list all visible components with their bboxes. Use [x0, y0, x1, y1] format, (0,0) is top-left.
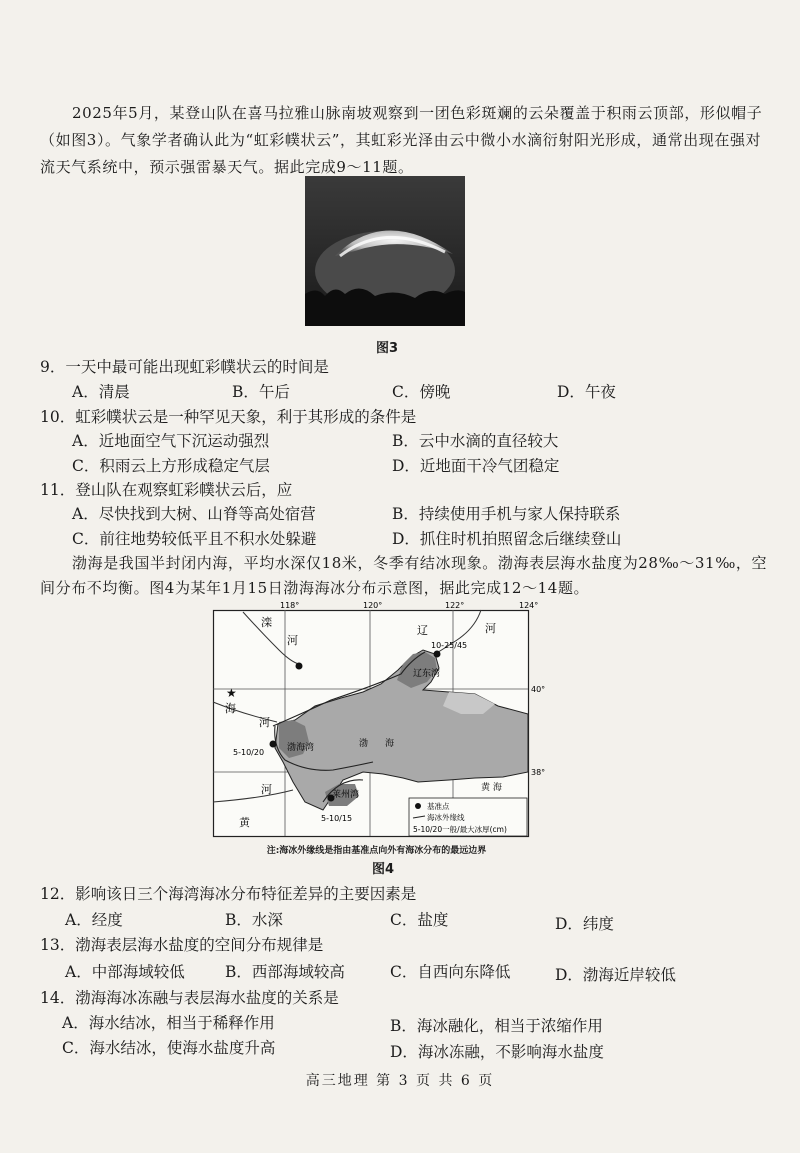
q10-option-d: D．近地面干冷气团稳定 — [392, 457, 560, 475]
q14-option-b: B．海冰融化，相当于浓缩作用 — [390, 1017, 603, 1035]
liao-he-label: 河 — [485, 622, 496, 635]
q13-option-c: C．自西向东降低 — [390, 963, 511, 981]
lat-38-label: 38° — [531, 768, 546, 777]
q11-option-a: A．尽快找到大树、山脊等高处宿营 — [72, 505, 316, 523]
q14-option-d: D．海冰冻融，不影响海水盐度 — [390, 1043, 604, 1061]
q12-option-b: B．水深 — [225, 911, 283, 929]
question-11: 11．登山队在观察虹彩幞状云后，应 — [40, 481, 293, 499]
q10-option-b: B．云中水滴的直径较大 — [392, 432, 559, 450]
lon-118-label: 118° — [280, 601, 300, 610]
lon-120-label: 120° — [363, 601, 383, 610]
q10-option-a: A．近地面空气下沉运动强烈 — [72, 432, 270, 450]
hai-he-label: 河 — [259, 716, 270, 729]
q14-option-a: A．海水结冰，相当于稀释作用 — [62, 1014, 275, 1032]
question-14: 14．渤海海冰冻融与表层海水盐度的关系是 — [40, 989, 339, 1007]
huang-he-label: 河 — [261, 783, 272, 796]
figure-3-caption: 图3 — [376, 341, 399, 356]
liao-label: 辽 — [417, 624, 428, 637]
q11-option-d: D．抓住时机拍照留念后继续登山 — [392, 530, 622, 548]
q9-option-d: D．午夜 — [557, 383, 616, 401]
question-13: 13．渤海表层海水盐度的空间分布规律是 — [40, 936, 324, 954]
q13-option-d: D．渤海近岸较低 — [555, 966, 676, 984]
yellow-sea-label: 黄 海 — [481, 783, 502, 793]
q13-option-b: B．西部海域较高 — [225, 963, 345, 981]
intro-paragraph-1: 2025年5月，某登山队在喜马拉雅山脉南坡观察到一团色彩斑斓的云朵覆盖于积雨云顶部，形似帽子（如图3）。气象学者确认此为“虹彩幞状云”，其虹彩光泽由云中微小水滴衍射阳光形成，通常出现在强对流天气系统中，预示强雷暴天气。据此完成9～11题。 — [40, 104, 763, 176]
question-12: 12．影响该日三个海湾海冰分布特征差异的主要因素是 — [40, 885, 417, 903]
legend-line-label: 海冰外缘线 — [427, 813, 465, 822]
lon-122-label: 122° — [445, 601, 465, 610]
q9-option-c: C．傍晚 — [392, 383, 451, 401]
bohai-sea-ice-map — [213, 601, 546, 852]
luan-label: 滦 — [261, 616, 272, 629]
svg-text:★: ★ — [226, 686, 237, 700]
huang-label: 黄 — [239, 816, 250, 829]
q11-option-b: B．持续使用手机与家人保持联系 — [392, 505, 621, 523]
lon-124-label: 124° — [519, 601, 539, 610]
q9-option-b: B．午后 — [232, 383, 290, 401]
question-10: 10．虹彩幞状云是一种罕见天象，利于其形成的条件是 — [40, 408, 417, 426]
hai-label: 海 — [225, 702, 236, 715]
luan-he-label: 河 — [287, 634, 298, 647]
laizhou-bay-ice-value: 5-10/15 — [321, 814, 353, 823]
q13-option-a: A．中部海域较低 — [65, 963, 185, 981]
laizhou-bay-label: 莱州湾 — [332, 790, 360, 800]
bohai-bay-label: 渤海湾 — [287, 743, 315, 753]
bohai-label: 渤 — [359, 739, 369, 749]
bohai-label-2: 海 — [385, 739, 395, 749]
q12-option-d: D．纬度 — [555, 915, 614, 933]
figure-4-caption: 图4 — [372, 862, 395, 877]
question-9: 9．一天中最可能出现虹彩幞状云的时间是 — [40, 358, 329, 376]
map-note: 注:海冰外缘线是指由基准点向外有海冰分布的最远边界 — [266, 846, 487, 856]
q12-option-a: A．经度 — [65, 911, 123, 929]
bohai-bay-ice-value: 5-10/20 — [233, 748, 265, 757]
liaodong-bay-ice-value: 10-25/45 — [431, 641, 468, 650]
liaodong-bay-label: 辽东湾 — [413, 669, 441, 679]
q12-option-c: C．盐度 — [390, 911, 449, 929]
lat-40-label: 40° — [531, 685, 546, 694]
page-footer: 高三地理 第 3 页 共 6 页 — [305, 1073, 495, 1089]
intro-paragraph-2: 渤海是我国半封闭内海，平均水深仅18米，冬季有结冰现象。渤海表层海水盐度为28‰～31‰，空间分布不均衡。图4为某年1月15日渤海海冰分布示意图，据此完成12～14题。 — [40, 554, 768, 597]
legend-value-label: 5-10/20一般/最大冰厚(cm) — [413, 825, 507, 834]
legend-point-label: 基准点 — [427, 802, 450, 811]
q11-option-c: C．前往地势较低平且不积水处躲避 — [72, 530, 317, 548]
cloud-photo — [305, 176, 465, 326]
q9-option-a: A．清晨 — [72, 383, 130, 401]
q10-option-c: C．积雨云上方形成稳定气层 — [72, 457, 270, 475]
q14-option-c: C．海水结冰，使海水盐度升高 — [62, 1039, 276, 1057]
